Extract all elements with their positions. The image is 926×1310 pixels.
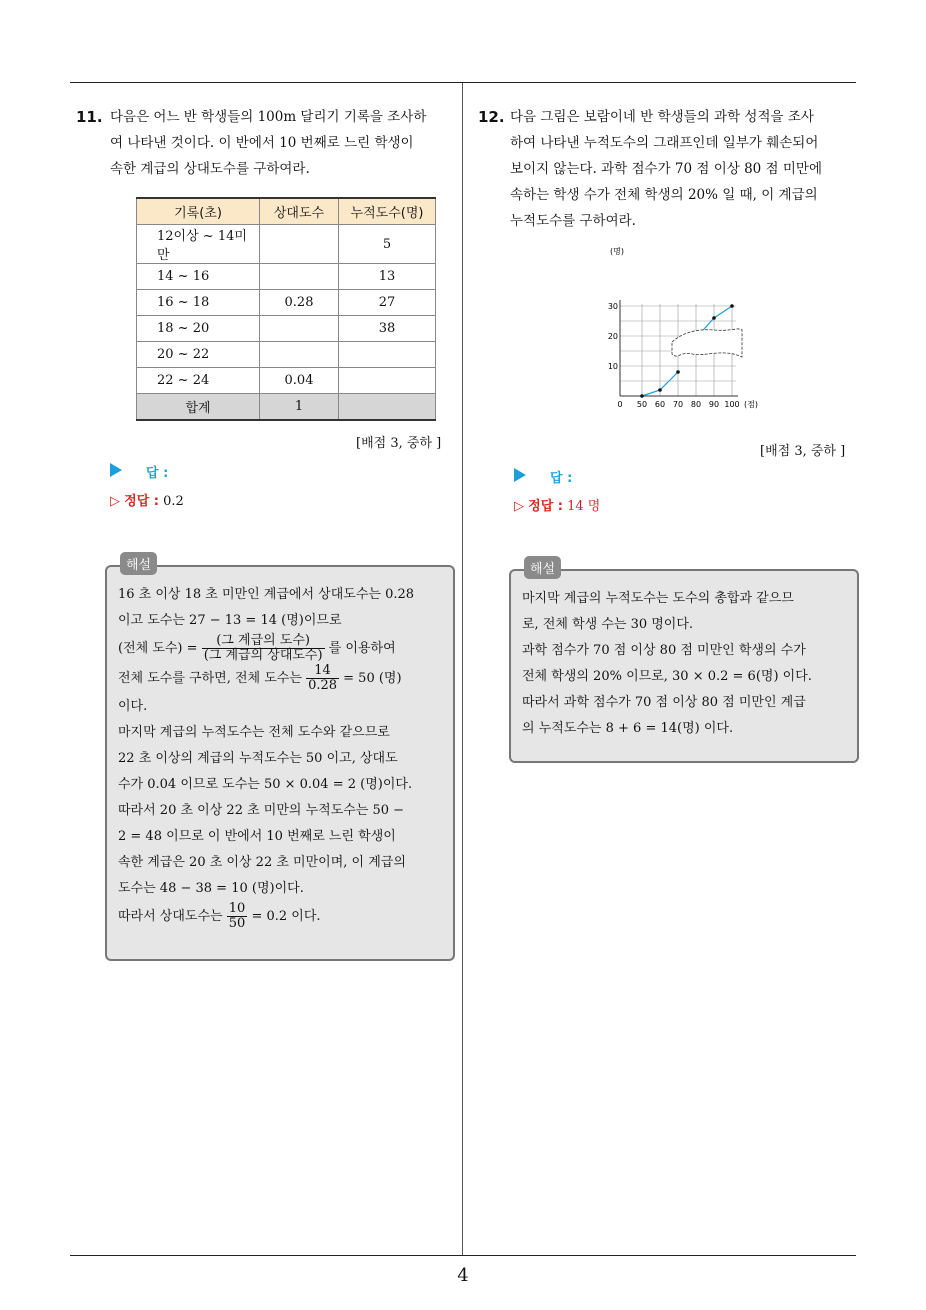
question-number: 12. bbox=[478, 108, 505, 126]
numerator: (그 계급의 도수) bbox=[202, 634, 325, 649]
table-cell: 27 bbox=[339, 290, 436, 316]
explain-text: = 50 (명) bbox=[343, 671, 402, 686]
explain-line: 따라서 과학 점수가 70 점 이상 80 점 미만인 계급 bbox=[522, 695, 806, 710]
table-cell: 22 ~ 24 bbox=[137, 368, 260, 394]
table-cell bbox=[260, 225, 339, 264]
table-total-row bbox=[137, 394, 436, 421]
correct-value: 14 명 bbox=[567, 499, 601, 514]
data-point bbox=[730, 304, 734, 308]
question-12 bbox=[478, 104, 862, 234]
score-meta: [배점 3, 중하 ] bbox=[356, 436, 442, 451]
torn-area bbox=[672, 329, 742, 357]
x-tick-label: 90 bbox=[708, 400, 720, 409]
graph-ticks bbox=[608, 302, 740, 409]
damaged-region bbox=[672, 329, 742, 357]
play-arrow-icon bbox=[110, 463, 122, 477]
numerator: 14 bbox=[306, 664, 339, 679]
explain-line bbox=[118, 902, 448, 932]
explain-text: (전체 도수) = bbox=[118, 641, 198, 656]
play-arrow-icon bbox=[514, 468, 526, 482]
table-cell: 1 bbox=[260, 394, 339, 421]
question-line: 누적도수를 구하여라. bbox=[510, 213, 636, 229]
correct-answer bbox=[514, 495, 600, 514]
triangle-outline-icon: ▷ bbox=[110, 494, 120, 509]
question-line: 속한 계급의 상대도수를 구하여라. bbox=[110, 161, 310, 177]
explain-text: = 0.2 이다. bbox=[251, 909, 321, 924]
data-point bbox=[676, 370, 680, 374]
x-tick-label: 70 bbox=[672, 400, 684, 409]
page-number: 4 bbox=[457, 1265, 469, 1286]
table-cell bbox=[260, 264, 339, 290]
explain-line: 따라서 20 초 이상 22 초 미만의 누적도수는 50 − bbox=[118, 803, 405, 818]
correct-answer bbox=[110, 490, 184, 509]
answer-label: 답 : bbox=[550, 471, 573, 486]
explain-line: 과학 점수가 70 점 이상 80 점 미만인 학생의 수가 bbox=[522, 643, 806, 658]
x-tick-label: 0 bbox=[617, 400, 623, 409]
explain-line: 마지막 계급의 누적도수는 도수의 총합과 같으므 bbox=[522, 591, 794, 606]
explain-text: 를 이용하여 bbox=[328, 641, 396, 656]
answer-label: 답 : bbox=[146, 466, 169, 481]
x-tick-label: 80 bbox=[690, 400, 702, 409]
question-11 bbox=[76, 104, 460, 182]
question-line: 속하는 학생 수가 전체 학생의 20% 일 때, 이 계급의 bbox=[510, 187, 818, 203]
question-text bbox=[110, 104, 460, 182]
table-cell bbox=[260, 342, 339, 368]
question-line: 여 나타낸 것이다. 이 반에서 10 번째로 느린 학생이 bbox=[110, 135, 414, 151]
series-line-upper bbox=[703, 306, 732, 330]
table-cell bbox=[339, 342, 436, 368]
question-text bbox=[510, 104, 862, 234]
fraction bbox=[202, 634, 325, 663]
top-rule bbox=[70, 82, 856, 83]
x-tick-label: 60 bbox=[654, 400, 666, 409]
explain-line: 도수는 48 − 38 = 10 (명)이다. bbox=[118, 881, 304, 896]
table-cell: 20 ~ 22 bbox=[137, 342, 260, 368]
y-axis-unit: (명) bbox=[610, 247, 624, 256]
explain-line: 마지막 계급의 누적도수는 전체 도수와 같으므로 bbox=[118, 725, 390, 740]
explain-line: 이다. bbox=[118, 699, 148, 714]
table-row bbox=[137, 316, 436, 342]
y-tick-label: 10 bbox=[607, 362, 618, 371]
correct-value: 0.2 bbox=[163, 494, 184, 509]
explain-line: 로, 전체 학생 수는 30 명이다. bbox=[522, 617, 694, 632]
table-cell bbox=[339, 368, 436, 394]
x-tick-label: 100 bbox=[724, 400, 740, 409]
table-header: 상대도수 bbox=[260, 198, 339, 225]
score-meta: [배점 3, 중하 ] bbox=[760, 444, 846, 459]
question-line: 다음은 어느 반 학생들의 100m 달리기 기록을 조사하 bbox=[110, 109, 427, 125]
cumulative-frequency-graph bbox=[604, 244, 774, 414]
question-number: 11. bbox=[76, 108, 103, 126]
x-tick-label: 50 bbox=[636, 400, 648, 409]
question-line: 하여 나타낸 누적도수의 그래프인데 일부가 훼손되어 bbox=[510, 135, 819, 151]
table-row bbox=[137, 290, 436, 316]
table-row bbox=[137, 342, 436, 368]
denominator: 0.28 bbox=[308, 678, 338, 693]
table-row bbox=[137, 264, 436, 290]
table-row bbox=[137, 368, 436, 394]
table-cell: 14 ~ 16 bbox=[137, 264, 260, 290]
fraction bbox=[306, 664, 339, 693]
table-header: 기록(초) bbox=[137, 198, 260, 225]
explain-line: 속한 계급은 20 초 이상 22 초 미만이며, 이 계급의 bbox=[118, 855, 406, 870]
y-tick-label: 30 bbox=[607, 302, 618, 311]
explain-text: 전체 도수를 구하면, 전체 도수는 bbox=[118, 671, 302, 686]
table-cell: 13 bbox=[339, 264, 436, 290]
explanation-tag: 해설 bbox=[120, 552, 157, 575]
explain-line: 2 = 48 이므로 이 반에서 10 번째로 느린 학생이 bbox=[118, 829, 396, 844]
table-cell: 0.04 bbox=[260, 368, 339, 394]
table-cell: 5 bbox=[339, 225, 436, 264]
table-cell bbox=[260, 316, 339, 342]
table-cell: 12이상 ~ 14미만 bbox=[137, 225, 260, 264]
explanation-text bbox=[118, 582, 448, 932]
table-header: 누적도수(명) bbox=[339, 198, 436, 225]
x-axis-unit: (점) bbox=[744, 400, 758, 409]
table-cell: 38 bbox=[339, 316, 436, 342]
table-cell: 0.28 bbox=[260, 290, 339, 316]
correct-label: 정답 : bbox=[528, 499, 563, 514]
column-divider bbox=[462, 83, 463, 1255]
correct-label: 정답 : bbox=[124, 494, 159, 509]
denominator: (그 계급의 상대도수) bbox=[203, 648, 323, 663]
frequency-table bbox=[136, 197, 436, 421]
explain-line: 수가 0.04 이므로 도수는 50 × 0.04 = 2 (명)이다. bbox=[118, 777, 413, 792]
explain-line: 의 누적도수는 8 + 6 = 14(명) 이다. bbox=[522, 721, 734, 736]
table-cell bbox=[339, 394, 436, 421]
triangle-outline-icon: ▷ bbox=[514, 499, 524, 514]
explain-line: 16 초 이상 18 초 미만인 계급에서 상대도수는 0.28 bbox=[118, 587, 415, 602]
denominator: 50 bbox=[228, 916, 246, 931]
table-cell: 합계 bbox=[137, 394, 260, 421]
data-point bbox=[658, 388, 662, 392]
table-cell: 16 ~ 18 bbox=[137, 290, 260, 316]
numerator: 10 bbox=[228, 901, 246, 916]
explain-line: 22 초 이상의 계급의 누적도수는 50 이고, 상대도 bbox=[118, 751, 398, 766]
explain-line bbox=[118, 664, 448, 694]
bottom-rule bbox=[70, 1255, 856, 1256]
explain-text: 따라서 상대도수는 bbox=[118, 909, 223, 924]
explain-line bbox=[118, 634, 448, 664]
fraction bbox=[227, 902, 248, 931]
y-tick-label: 20 bbox=[607, 332, 618, 341]
table-row bbox=[137, 225, 436, 264]
explanation-text bbox=[522, 586, 852, 742]
table-cell: 18 ~ 20 bbox=[137, 316, 260, 342]
explain-line: 이고 도수는 27 − 13 = 14 (명)이므로 bbox=[118, 613, 342, 628]
data-point bbox=[640, 394, 644, 398]
explain-line: 전체 학생의 20% 이므로, 30 × 0.2 = 6(명) 이다. bbox=[522, 669, 812, 684]
question-line: 보이지 않는다. 과학 점수가 70 점 이상 80 점 미만에 bbox=[510, 161, 823, 177]
question-line: 다음 그림은 보람이네 반 학생들의 과학 성적을 조사 bbox=[510, 109, 814, 125]
data-point bbox=[712, 316, 716, 320]
explanation-tag: 해설 bbox=[524, 556, 561, 579]
